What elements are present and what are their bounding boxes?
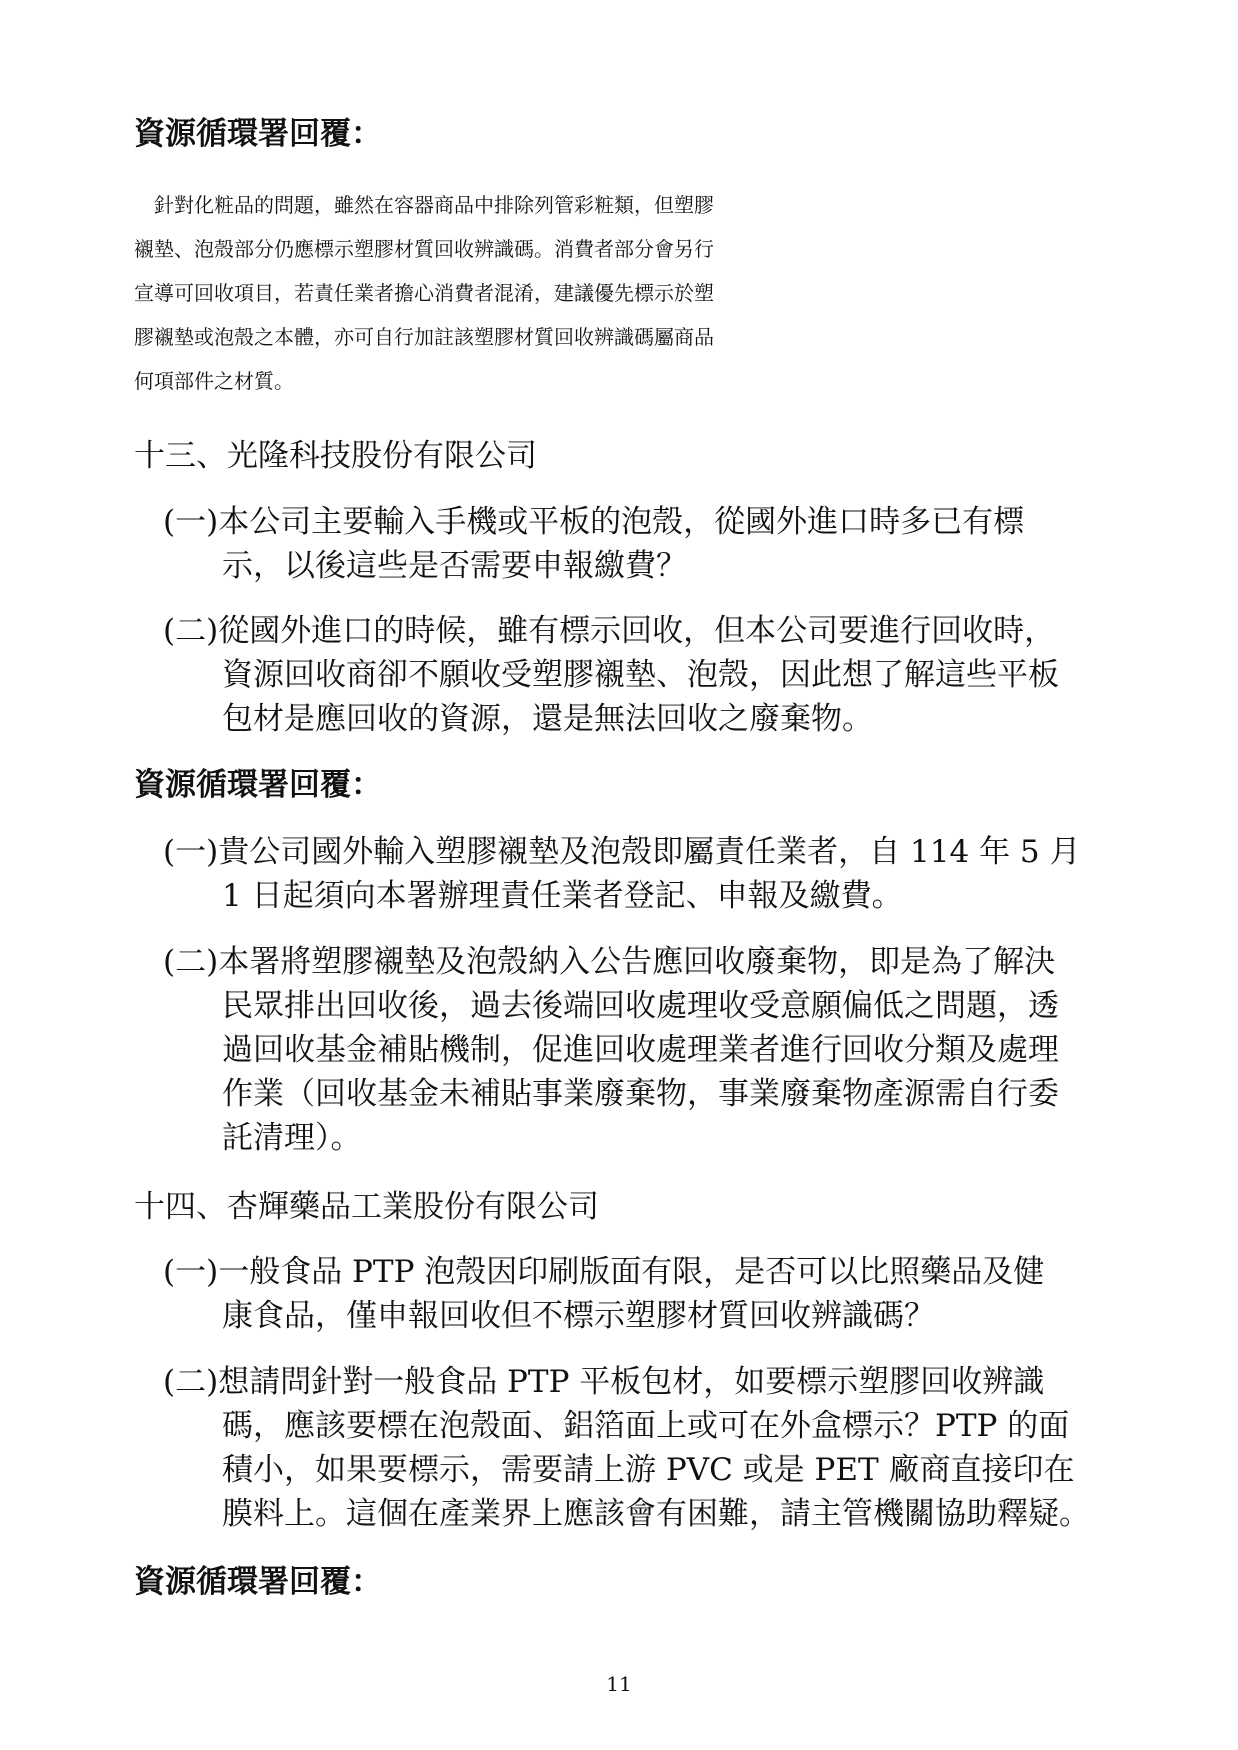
item-line: 作業（回收基金未補貼事業廢棄物，事業廢棄物產源需自行委	[222, 1076, 1059, 1112]
section-heading: 十四、杏輝藥品工業股份有限公司	[134, 1189, 599, 1225]
item-line: 包材是應回收的資源，還是無法回收之廢棄物。	[222, 701, 873, 737]
paragraph-line: 針對化粧品的問題，雖然在容器商品中排除列管彩粧類，但塑膠	[134, 193, 714, 217]
item-line: (一)一般食品 PTP 泡殼因印刷版面有限，是否可以比照藥品及健	[163, 1254, 1045, 1290]
item-line: 膜料上。這個在產業界上應該會有困難，請主管機關協助釋疑。	[222, 1496, 1090, 1532]
item-line: (一)本公司主要輸入手機或平板的泡殼，從國外進口時多已有標	[163, 504, 1025, 540]
item-line: 資源回收商卻不願收受塑膠襯墊、泡殼，因此想了解這些平板	[222, 657, 1059, 693]
paragraph-line: 宣導可回收項目，若責任業者擔心消費者混淆，建議優先標示於塑	[134, 281, 714, 305]
item-line: (二)本署將塑膠襯墊及泡殼納入公告應回收廢棄物，即是為了解決	[163, 944, 1056, 980]
paragraph-line: 何項部件之材質。	[134, 369, 294, 393]
item-line: 託清理）。	[222, 1120, 362, 1156]
reply-heading: 資源循環署回覆：	[134, 767, 382, 803]
item-line: (一)貴公司國外輸入塑膠襯墊及泡殼即屬責任業者，自 114 年 5 月	[163, 834, 1081, 870]
item-line: 康食品，僅申報回收但不標示塑膠材質回收辨識碼？	[222, 1298, 935, 1334]
paragraph-line: 膠襯墊或泡殼之本體，亦可自行加註該塑膠材質回收辨識碼屬商品	[134, 325, 714, 349]
item-line: 民眾排出回收後，過去後端回收處理收受意願偏低之問題，透	[222, 988, 1059, 1024]
reply-heading: 資源循環署回覆：	[134, 1564, 382, 1600]
reply-heading: 資源循環署回覆：	[134, 116, 382, 152]
item-line: (二)從國外進口的時候，雖有標示回收，但本公司要進行回收時，	[163, 613, 1056, 649]
item-line: (二)想請問針對一般食品 PTP 平板包材，如要標示塑膠回收辨識	[163, 1364, 1045, 1400]
paragraph-line: 襯墊、泡殼部分仍應標示塑膠材質回收辨識碼。消費者部分會另行	[134, 237, 714, 261]
item-line: 示，以後這些是否需要申報繳費？	[222, 548, 687, 584]
item-line: 碼，應該要標在泡殼面、鋁箔面上或可在外盒標示？PTP 的面	[222, 1408, 1070, 1444]
item-line: 過回收基金補貼機制，促進回收處理業者進行回收分類及處理	[222, 1032, 1059, 1068]
item-line: 積小，如果要標示，需要請上游 PVC 或是 PET 廠商直接印在	[222, 1452, 1075, 1488]
page-number: 11	[606, 1672, 632, 1696]
item-line: 1 日起須向本署辦理責任業者登記、申報及繳費。	[222, 878, 903, 914]
section-heading: 十三、光隆科技股份有限公司	[134, 438, 537, 474]
